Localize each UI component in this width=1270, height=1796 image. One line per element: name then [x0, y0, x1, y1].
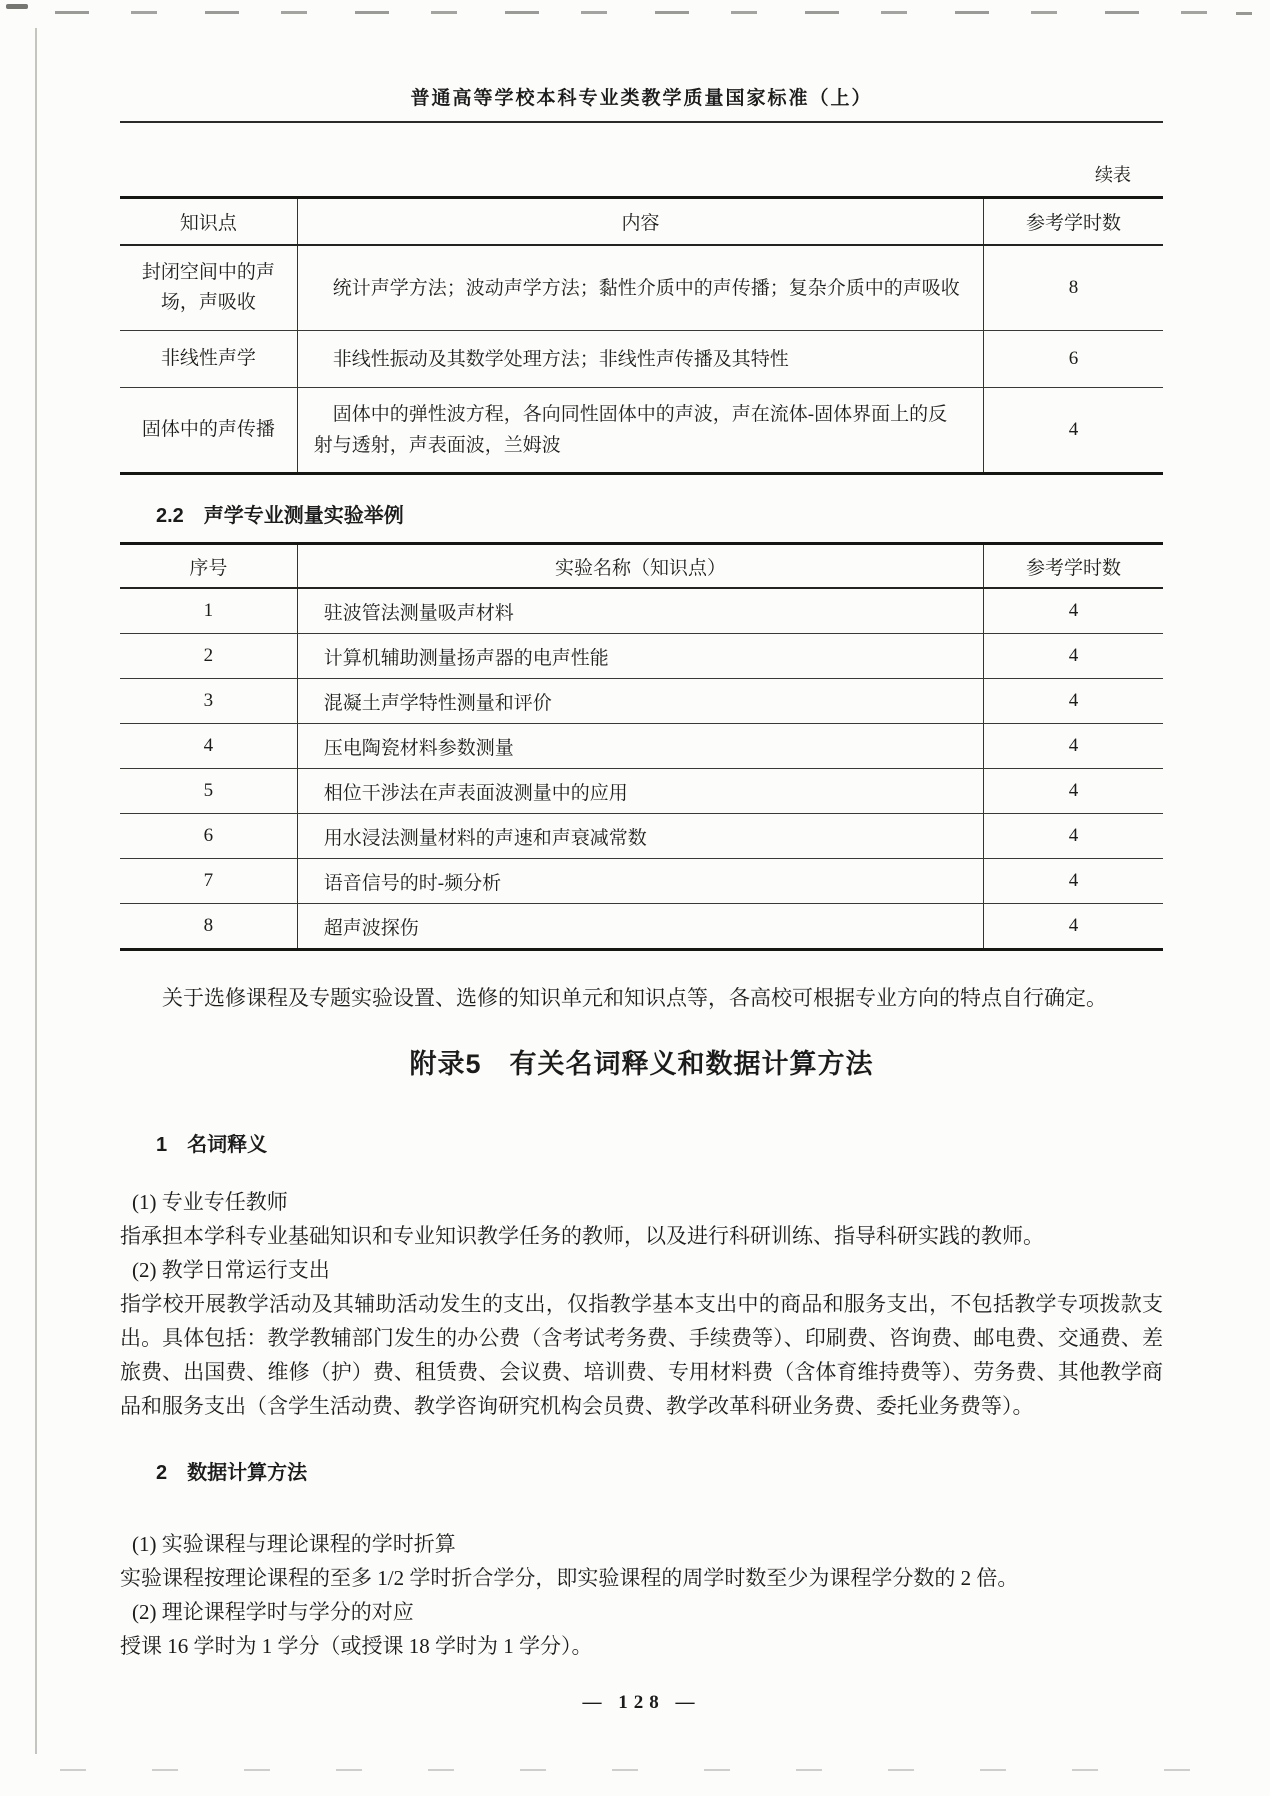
- cell-experiment-name: 压电陶瓷材料参数测量: [297, 724, 983, 769]
- cell-experiment-name: 超声波探伤: [297, 904, 983, 950]
- cell-content: 非线性振动及其数学处理方法；非线性声传播及其特性: [297, 331, 983, 388]
- column-header-reference-hours: 参考学时数: [984, 544, 1163, 589]
- cell-hours: 4: [984, 859, 1163, 904]
- scan-artifact-speck: [6, 4, 28, 9]
- cell-serial-number: 1: [120, 588, 297, 634]
- cell-serial-number: 5: [120, 769, 297, 814]
- cell-hours: 4: [984, 388, 1163, 474]
- table-row: [120, 388, 1163, 474]
- cell-serial-number: 4: [120, 724, 297, 769]
- calc-item-title: (2) 理论课程学时与学分的对应: [132, 1600, 414, 1624]
- section-heading-terms: 1 名词释义: [156, 1134, 268, 1156]
- page-number: — 128 —: [582, 1692, 701, 1713]
- cell-hours: 4: [984, 904, 1163, 950]
- term-item-1: [120, 1185, 1163, 1423]
- running-header-title: 普通高等学校本科专业类教学质量国家标准（上）: [120, 86, 1163, 123]
- table-row: [120, 859, 1163, 904]
- cell-hours: 4: [984, 588, 1163, 634]
- cell-knowledge-point: 固体中的声传播: [141, 419, 275, 440]
- cell-hours: 8: [984, 245, 1163, 331]
- appendix-5-title: 附录5 有关名词释义和数据计算方法: [409, 1049, 874, 1079]
- calc-item-body: 实验课程按理论课程的至多 1/2 学时折合学分，即实验课程的周学时数至少为课程学分数的 2 倍。: [120, 1566, 1019, 1590]
- cell-serial-number: 8: [203, 915, 214, 936]
- calc-item-body: 授课 16 学时为 1 学分（或授课 18 学时为 1 学分）。: [120, 1634, 593, 1658]
- term-item-body: 指学校开展教学活动及其辅助活动发生的支出，仅指教学基本支出中的商品和服务支出，不包括教学专项拨款支出。具体包括：教学教辅部门发生的办公费（含考试考务费、手续费等）、印刷费、咨询费、邮电费、交通费、差旅费、出国费、维修（护）费、租赁费、会议费、培训费、专用材料费（含体育维持费等）、劳务费、其他教学商品和服务支出（含学生活动费、教学咨询研究机构会员费、教学改革科研业务费、委托业务费等）。: [120, 1292, 1163, 1418]
- knowledge-points-table: [120, 196, 1163, 475]
- table-row: [120, 814, 1163, 859]
- scan-artifact-bottom-line: [60, 1769, 1200, 1771]
- scan-artifact-speck: [1236, 12, 1252, 15]
- cell-knowledge-point: 封闭空间中的声场，声吸收: [120, 245, 297, 331]
- scan-artifact-left-line: [35, 28, 37, 1754]
- column-header-content: 内容: [297, 198, 983, 246]
- column-header-serial-number: 序号: [120, 544, 297, 589]
- table-row: [120, 724, 1163, 769]
- table-continuation-label: 续表: [1095, 165, 1131, 185]
- term-item-body: 指承担本学科专业基础知识和专业知识教学任务的教师，以及进行科研训练、指导科研实践的教师。: [120, 1224, 1044, 1248]
- table-row: [120, 769, 1163, 814]
- table-row: [120, 679, 1163, 724]
- column-header-reference-hours: 参考学时数: [984, 198, 1163, 246]
- section-heading-2-2: 2.2 声学专业测量实验举例: [156, 505, 404, 527]
- cell-hours: 4: [984, 634, 1163, 679]
- table-row: [120, 588, 1163, 634]
- cell-experiment-name: 用水浸法测量材料的声速和声衰减常数: [297, 814, 983, 859]
- term-item-title: (2) 教学日常运行支出: [132, 1258, 330, 1282]
- cell-experiment-name: 语音信号的时-频分析: [297, 859, 983, 904]
- cell-experiment-name: 驻波管法测量吸声材料: [297, 588, 983, 634]
- cell-hours: 4: [984, 814, 1163, 859]
- cell-hours: 6: [984, 331, 1163, 388]
- closing-note-paragraph: 关于选修课程及专题实验设置、选修的知识单元和知识点等，各高校可根据专业方向的特点自行确定。: [162, 986, 1107, 1010]
- column-header-experiment-name: 实验名称（知识点）: [297, 544, 983, 589]
- calc-item-title: (1) 实验课程与理论课程的学时折算: [132, 1532, 456, 1556]
- page-content: [120, 0, 1163, 1715]
- experiment-list-table: [120, 542, 1163, 951]
- cell-serial-number: 6: [120, 814, 297, 859]
- cell-content: 统计声学方法；波动声学方法；黏性介质中的声传播；复杂介质中的声吸收: [297, 245, 983, 331]
- term-item-title: (1) 专业专任教师: [132, 1190, 288, 1214]
- table-row: [120, 245, 1163, 331]
- cell-experiment-name: 混凝土声学特性测量和评价: [297, 679, 983, 724]
- table-row: [120, 904, 1163, 950]
- table-header-row: [120, 544, 1163, 589]
- table-row: [120, 331, 1163, 388]
- cell-experiment-name: 计算机辅助测量扬声器的电声性能: [297, 634, 983, 679]
- section-heading-calculation: 2 数据计算方法: [156, 1462, 308, 1484]
- table-header-row: [120, 198, 1163, 246]
- cell-serial-number: 7: [120, 859, 297, 904]
- calc-item-1: [120, 1527, 1163, 1663]
- cell-content: 固体中的弹性波方程，各向同性固体中的声波，声在流体-固体界面上的反射与透射，声表面波，兰姆波: [297, 388, 983, 474]
- cell-hours: 4: [984, 769, 1163, 814]
- cell-experiment-name: 相位干涉法在声表面波测量中的应用: [297, 769, 983, 814]
- cell-serial-number: 2: [120, 634, 297, 679]
- table-row: [120, 634, 1163, 679]
- cell-hours: 4: [984, 724, 1163, 769]
- column-header-knowledge-point: 知识点: [120, 198, 297, 246]
- cell-serial-number: 3: [120, 679, 297, 724]
- cell-knowledge-point: 非线性声学: [120, 331, 297, 388]
- cell-hours: 4: [984, 679, 1163, 724]
